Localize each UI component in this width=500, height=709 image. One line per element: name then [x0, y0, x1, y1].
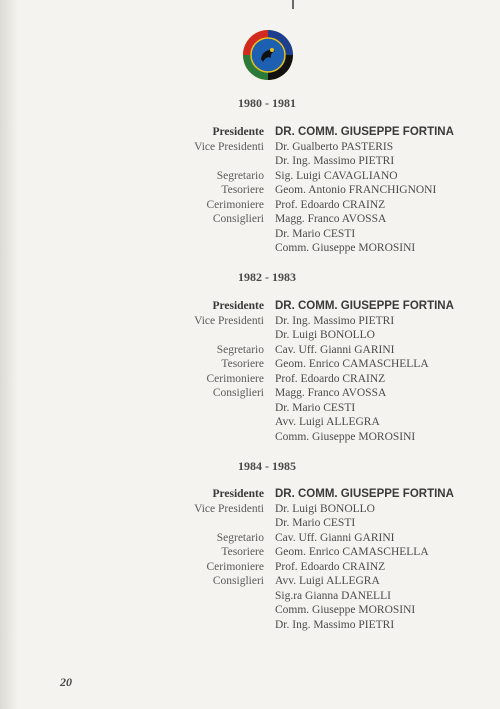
board-row	[0, 141, 500, 155]
page-number: 20	[60, 675, 72, 689]
role-label: Consiglieri	[212, 387, 264, 399]
member-name: Dr. Mario CESTI	[275, 517, 356, 529]
member-name: Geom. Enrico CAMASCHELLA	[275, 358, 429, 370]
board-row	[0, 619, 500, 633]
role-label: Cerimoniere	[206, 372, 264, 385]
member-name: Avv. Luigi ALLEGRA	[275, 416, 380, 428]
board-row	[0, 155, 500, 169]
member-name: Comm. Giuseppe MOROSINI	[275, 242, 416, 254]
member-name: Dr. Ing. Massimo PIETRI	[275, 618, 395, 631]
member-name: DR. COMM. GIUSEPPE FORTINA	[275, 300, 454, 312]
board-row	[0, 532, 500, 546]
board-row	[0, 546, 500, 560]
member-name: Dr. Gualberto PASTERIS	[275, 140, 394, 153]
board-row	[0, 344, 500, 358]
club-emblem-icon	[242, 29, 294, 81]
board-row	[0, 488, 500, 502]
role-label: Tesoriere	[221, 358, 264, 370]
member-name: Comm. Giuseppe MOROSINI	[275, 604, 416, 616]
member-name: DR. COMM. GIUSEPPE FORTINA	[275, 488, 454, 500]
member-name: Cav. Uff. Gianni GARINI	[275, 343, 395, 356]
member-name: Geom. Enrico CAMASCHELLA	[275, 546, 429, 558]
board-row	[0, 431, 500, 445]
term-year: 1980 - 1981	[238, 96, 296, 110]
term-year: 1984 - 1985	[238, 459, 296, 473]
role-label: Presidente	[212, 300, 264, 312]
member-name: DR. COMM. GIUSEPPE FORTINA	[275, 126, 454, 138]
member-name: Prof. Edoardo CRAINZ	[275, 198, 386, 211]
board-row	[0, 517, 500, 531]
board-row	[0, 170, 500, 184]
role-label: Consiglieri	[212, 575, 264, 587]
term-year: 1982 - 1983	[238, 270, 296, 284]
role-label: Segretario	[216, 169, 264, 182]
board-row	[0, 184, 500, 198]
board-row	[0, 126, 500, 140]
member-name: Magg. Franco AVOSSA	[275, 387, 387, 399]
board-row	[0, 575, 500, 589]
board-row	[0, 199, 500, 213]
member-name: Geom. Antonio FRANCHIGNONI	[275, 184, 437, 196]
board-row	[0, 300, 500, 314]
role-label: Vice Presidenti	[194, 140, 264, 153]
member-name: Dr. Ing. Massimo PIETRI	[275, 155, 395, 167]
role-label: Segretario	[216, 531, 264, 544]
member-name: Dr. Luigi BONOLLO	[275, 329, 375, 341]
member-name: Sig. Luigi CAVAGLIANO	[275, 169, 398, 182]
member-name: Dr. Luigi BONOLLO	[275, 502, 375, 515]
member-name: Dr. Ing. Massimo PIETRI	[275, 314, 395, 327]
role-label: Cerimoniere	[206, 560, 264, 573]
member-name: Magg. Franco AVOSSA	[275, 213, 387, 225]
role-label: Presidente	[212, 488, 264, 500]
role-label: Segretario	[216, 343, 264, 356]
member-name: Comm. Giuseppe MOROSINI	[275, 430, 416, 443]
board-row	[0, 228, 500, 242]
board-row	[0, 373, 500, 387]
member-name: Sig.ra Gianna DANELLI	[275, 589, 391, 602]
role-label: Vice Presidenti	[194, 314, 264, 327]
board-row	[0, 329, 500, 343]
role-label: Tesoriere	[221, 546, 264, 558]
member-name: Dr. Mario CESTI	[275, 227, 356, 240]
member-name: Prof. Edoardo CRAINZ	[275, 372, 386, 385]
role-label: Vice Presidenti	[194, 502, 264, 515]
role-label: Consiglieri	[212, 213, 264, 225]
board-row	[0, 561, 500, 575]
board-row	[0, 213, 500, 227]
board-row	[0, 358, 500, 372]
member-name: Avv. Luigi ALLEGRA	[275, 575, 380, 587]
member-name: Cav. Uff. Gianni GARINI	[275, 531, 395, 544]
role-label: Cerimoniere	[206, 198, 264, 211]
board-row	[0, 242, 500, 256]
member-name: Prof. Edoardo CRAINZ	[275, 560, 386, 573]
board-row	[0, 387, 500, 401]
board-row	[0, 416, 500, 430]
top-mark	[292, 0, 294, 9]
board-row	[0, 590, 500, 604]
role-label: Tesoriere	[221, 184, 264, 196]
role-label: Presidente	[212, 126, 264, 138]
board-row	[0, 604, 500, 618]
board-row	[0, 402, 500, 416]
board-row	[0, 503, 500, 517]
board-row	[0, 315, 500, 329]
member-name: Dr. Mario CESTI	[275, 401, 356, 414]
